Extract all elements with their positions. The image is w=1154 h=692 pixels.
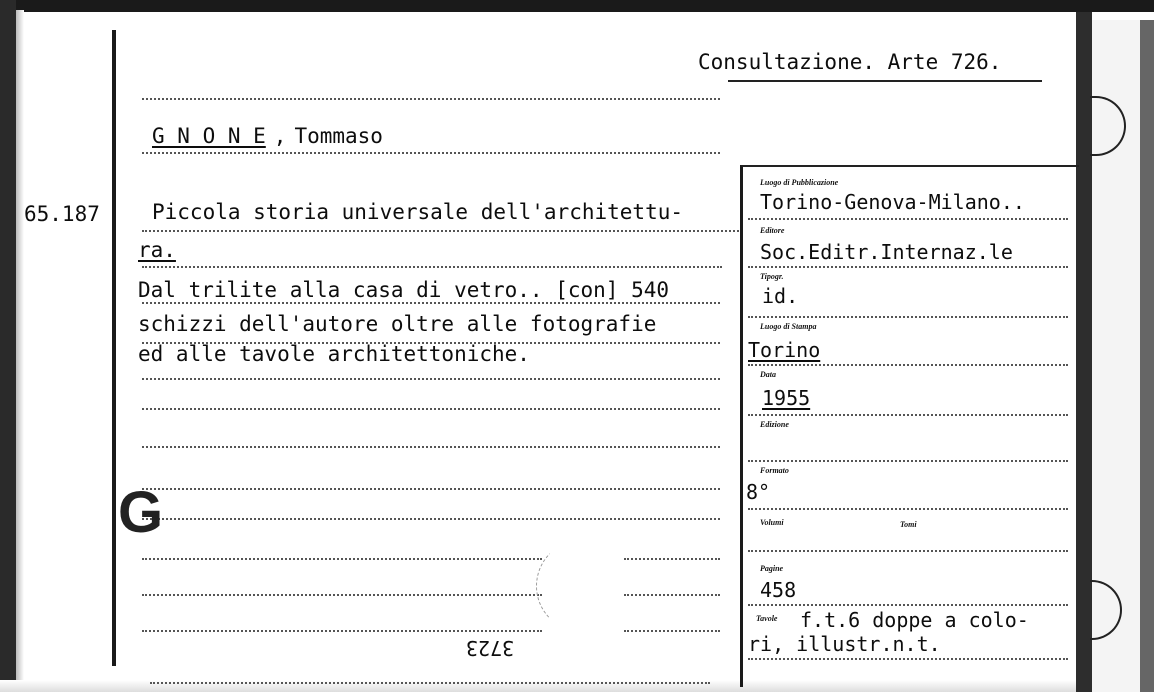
rule-line — [142, 98, 720, 100]
field-value-luogo-pubblicazione: Torino-Genova-Milano.. — [760, 190, 1025, 214]
biblio-rule — [748, 266, 1068, 268]
field-label-edizione: Edizione — [760, 420, 789, 429]
rule-line — [142, 378, 720, 380]
field-label-luogo-stampa: Luogo di Stampa — [760, 322, 817, 331]
description-line-3: Dal trilite alla casa di vetro.. [con] 540 — [138, 278, 670, 302]
stamp-number: 3723 — [466, 636, 515, 660]
header-title-text: Consultazione. Arte 726. — [698, 50, 1002, 74]
margin-line — [112, 30, 116, 666]
biblio-rule — [748, 460, 1068, 462]
rule-line — [142, 594, 542, 596]
field-label-volumi: Volumi — [760, 518, 784, 527]
biblio-rule — [748, 508, 1068, 510]
header-title — [698, 50, 1001, 74]
field-value-tipogr: id. — [762, 284, 799, 308]
field-label-formato: Formato — [760, 466, 789, 475]
description-line-1: Piccola storia universale dell'architettu- — [152, 200, 684, 224]
field-label-tavole: Tavole — [756, 614, 778, 623]
author-separator: , — [273, 124, 287, 148]
rule-line — [142, 630, 542, 632]
rule-line — [142, 446, 720, 448]
header-underline — [728, 80, 1042, 82]
rule-line — [142, 302, 720, 304]
field-label-luogo-pubblicazione: Luogo di Pubblicazione — [760, 178, 839, 187]
rule-line — [142, 558, 542, 560]
description-line-4: schizzi dell'autore oltre alle fotografie — [138, 312, 657, 336]
card-left-edge — [0, 0, 16, 692]
rule-line — [142, 230, 742, 232]
biblio-rule — [748, 364, 1068, 366]
author-surname: G N O N E — [152, 124, 266, 148]
biblio-rule — [748, 550, 1068, 552]
field-label-pagine: Pagine — [760, 564, 784, 573]
biblio-rule — [748, 604, 1068, 606]
field-label-tomi: Tomi — [900, 520, 917, 529]
card-right-strip-edge — [1140, 20, 1154, 692]
field-label-data: Data — [760, 370, 776, 379]
card-left-edge-inner — [16, 10, 24, 692]
rule-line — [624, 558, 720, 560]
field-value-tavole: f.t.6 doppe a colo- — [800, 608, 1029, 632]
rule-line — [142, 488, 720, 490]
description-line-5: ed alle tavole architettoniche. — [138, 342, 530, 366]
rule-line — [624, 630, 720, 632]
field-value-tavole-continued: ri, illustr.n.t. — [748, 632, 941, 656]
biblio-rule — [748, 658, 1068, 660]
rule-line — [142, 266, 722, 268]
card-top-edge — [0, 0, 1154, 12]
rule-line — [150, 682, 710, 684]
field-value-formato: 8° — [746, 480, 771, 504]
field-value-pagine: 458 — [760, 578, 797, 602]
biblio-rule — [748, 218, 1068, 220]
rule-line — [142, 408, 720, 410]
index-letter: G — [118, 480, 164, 545]
description-line-2: ra. — [138, 238, 176, 262]
field-value-data: 1955 — [762, 386, 811, 410]
biblio-rule — [748, 414, 1068, 416]
field-value-editore: Soc.Editr.Internaz.le — [760, 240, 1013, 264]
stamp-arc — [536, 540, 627, 632]
rule-line — [624, 594, 720, 596]
biblio-rule — [748, 316, 1068, 318]
field-label-editore: Editore — [760, 226, 785, 235]
author-heading — [152, 124, 383, 148]
author-firstname: Tommaso — [294, 124, 383, 148]
shelfmark: 65.187 — [24, 202, 100, 226]
field-label-tipogr: Tipogr. — [760, 272, 784, 281]
rule-line — [142, 518, 720, 520]
rule-line — [142, 152, 720, 154]
field-value-luogo-stampa: Torino — [748, 338, 821, 362]
